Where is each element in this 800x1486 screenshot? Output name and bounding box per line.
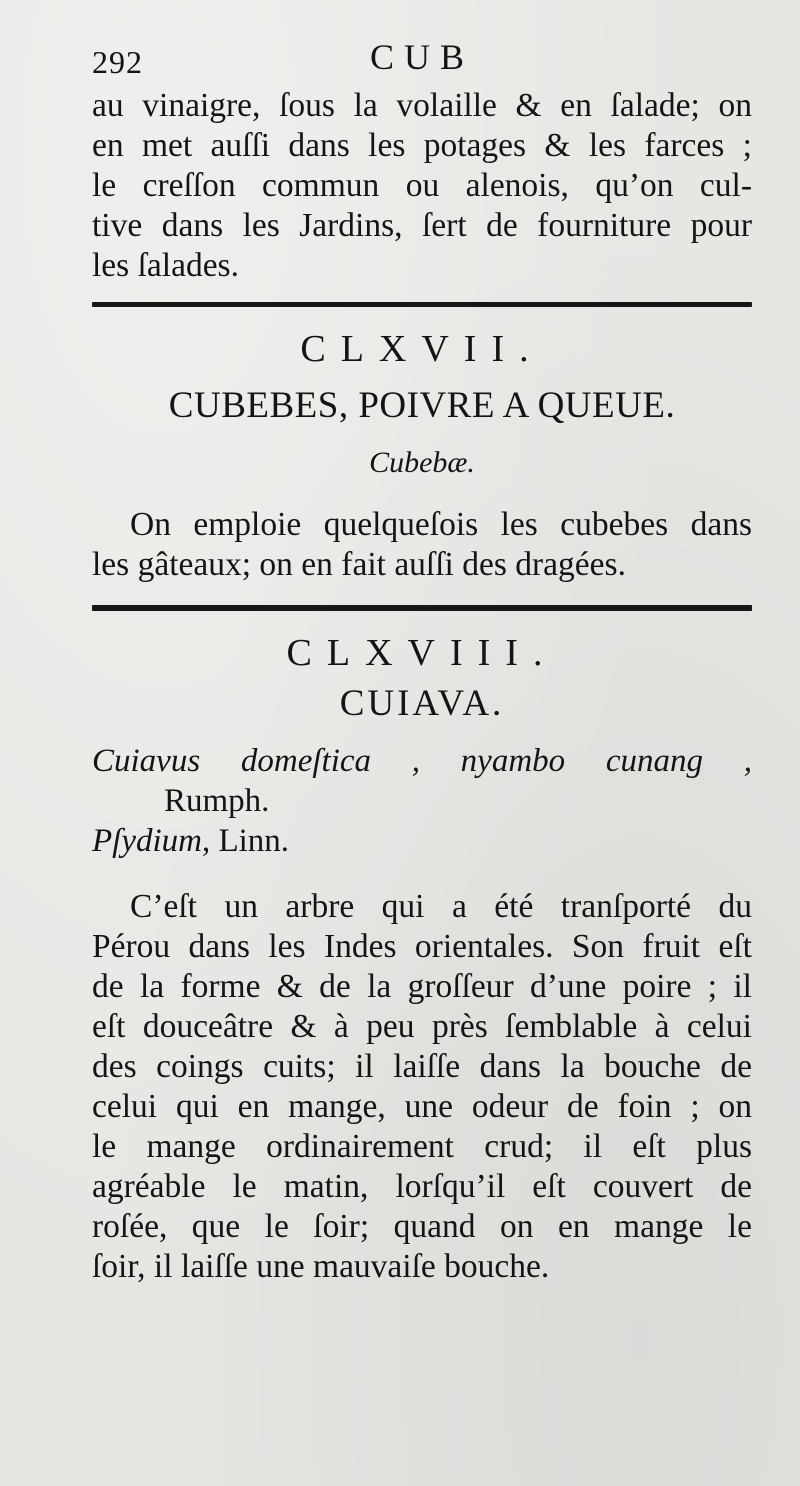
section-number: CLXVII. <box>300 328 544 370</box>
text-line: Pérou dans les Indes orientales. Son fruit eſt <box>92 928 752 965</box>
running-head-title: CUB <box>369 37 475 77</box>
intro-paragraph <box>92 86 752 286</box>
synonym-latin: Cuiavus domeſtica , nyambo cunang , <box>92 743 752 779</box>
synonym-latin: Pſydium <box>92 823 202 859</box>
text-line: celui qui en mange, une odeur de foin ; on <box>92 1088 752 1125</box>
synonym-list <box>92 741 752 861</box>
text-line: ſoir, il laiſſe une mauvaiſe bouche. <box>92 1248 550 1285</box>
section-title: CUBEBES, POIVRE A QUEUE. <box>168 385 676 426</box>
text-line: le creſſon commun ou alenois, qu’on cul- <box>92 167 752 204</box>
section-divider <box>92 302 752 307</box>
text-line: le mange ordinairement crud; il eſt plus <box>92 1128 752 1165</box>
text-line: les gâteaux; on en fait auſſi des dragées. <box>92 546 626 583</box>
text-line: de la forme & de la groſſeur d’une poire ; il <box>92 968 752 1005</box>
synonym-author: Rumph. <box>164 783 270 819</box>
text-line: en met auſſi dans les potages & les farces ; <box>92 127 752 164</box>
section-clxvii <box>92 327 752 585</box>
synonym-author: , Linn. <box>201 823 290 859</box>
text-line: agréable le matin, lorſqu’il eſt couvert de <box>92 1168 752 1205</box>
text-line: roſée, que le ſoir; quand on en mange le <box>92 1208 752 1245</box>
running-head <box>92 36 752 86</box>
section-divider <box>92 605 752 611</box>
text-line: eſt douceâtre & à peu près ſemblable à celui <box>92 1008 752 1045</box>
text-line: au vinaigre, ſous la volaille & en ſalade; on <box>92 87 752 124</box>
section-body <box>92 505 752 585</box>
text-line: tive dans les Jardins, ſert de fourniture pour <box>92 207 752 244</box>
text-line: les ſalades. <box>92 247 239 284</box>
section-number: CLXVIII. <box>286 632 558 674</box>
text-line: C’eſt un arbre qui a été tranſporté du <box>130 888 752 925</box>
synonym-entry <box>92 821 752 861</box>
section-body <box>92 887 752 1287</box>
section-clxviii <box>92 631 752 1287</box>
text-line: On emploie quelqueſois les cubebes dans <box>130 506 752 543</box>
book-page <box>92 36 752 1287</box>
text-line: des coings cuits; il laiſſe dans la bouche de <box>92 1048 752 1085</box>
section-title: CUIAVA. <box>339 683 505 724</box>
page-number: 292 <box>92 44 143 80</box>
latin-name: Cubebæ. <box>369 446 475 479</box>
